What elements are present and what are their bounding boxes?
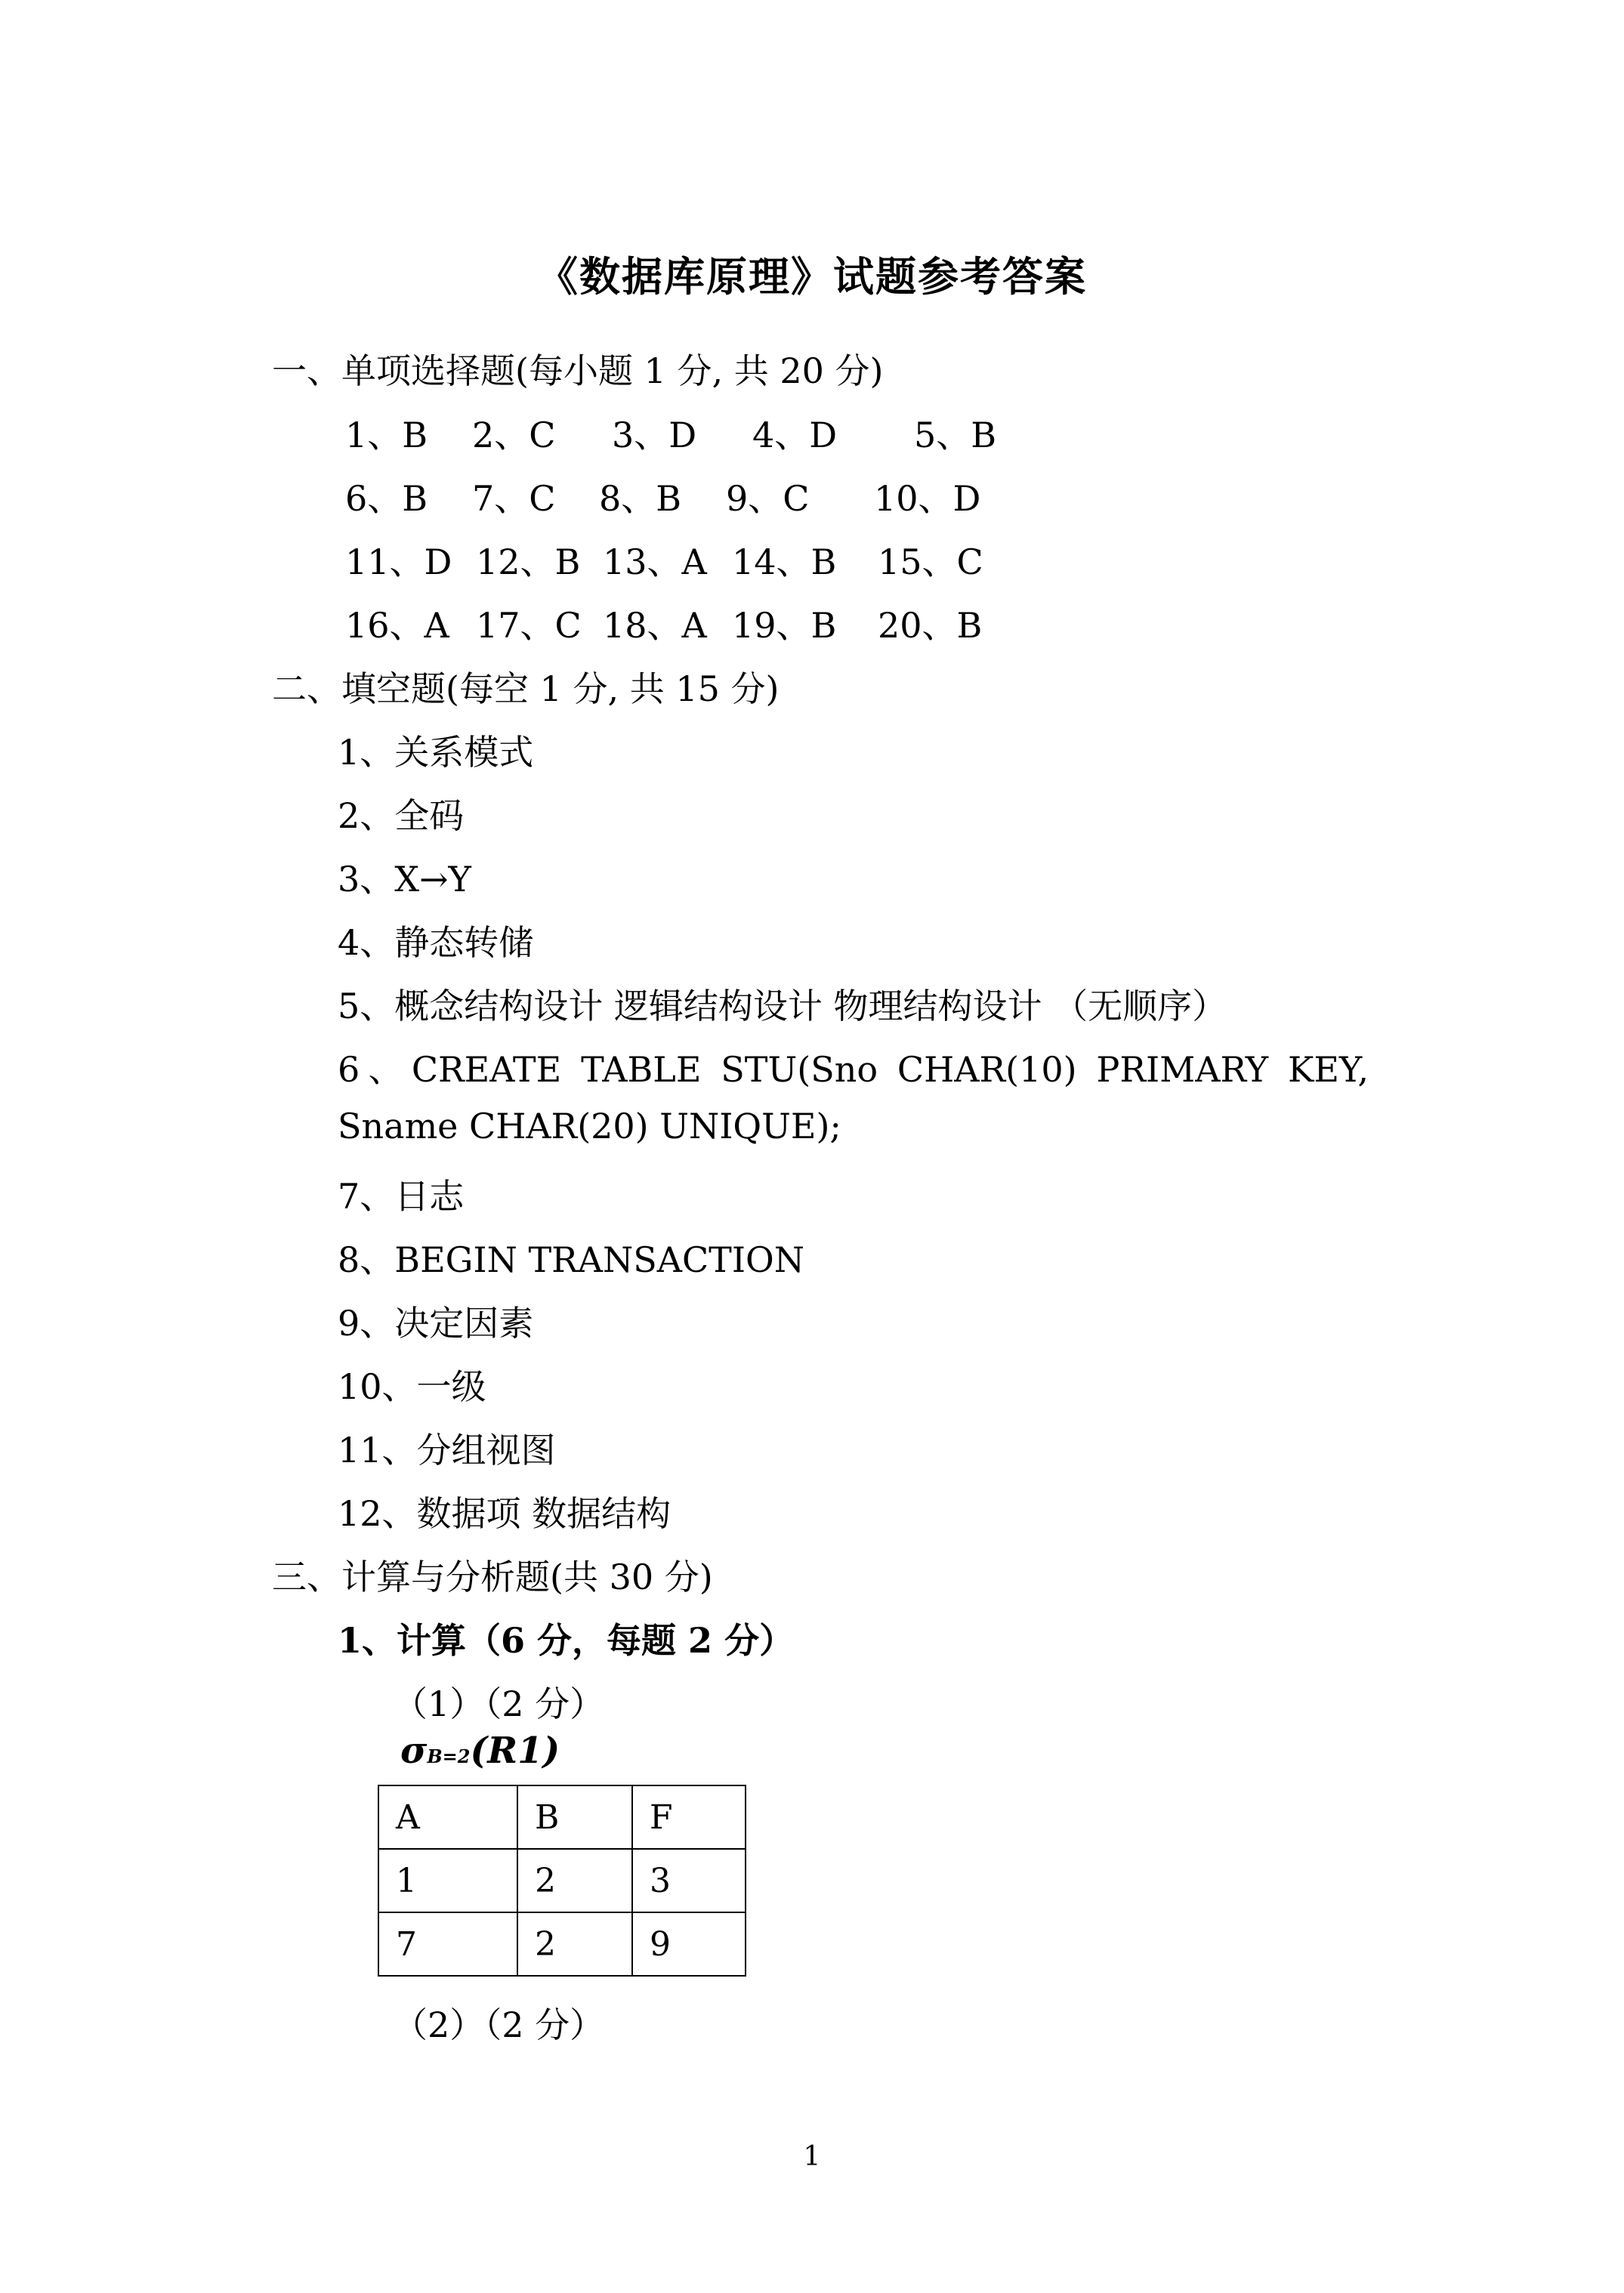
page-number: 1 bbox=[803, 2141, 821, 2172]
table-row bbox=[378, 1912, 746, 1976]
mc-answer: 4、D bbox=[752, 415, 838, 455]
mc-answer: 16、A bbox=[345, 605, 449, 646]
table-header-cell: B bbox=[517, 1785, 632, 1849]
mc-answer: 17、C bbox=[476, 605, 582, 646]
mc-answer: 7、C bbox=[472, 478, 556, 519]
table-cell: 2 bbox=[517, 1912, 632, 1976]
section1-heading: 一、单项选择题(每小题 1 分, 共 20 分) bbox=[272, 350, 884, 391]
mc-answer: 11、D bbox=[345, 542, 452, 582]
mc-answer: 8、B bbox=[599, 478, 682, 519]
mc-answer: 10、D bbox=[874, 478, 981, 519]
mc-answer: 13、A bbox=[603, 542, 707, 582]
fill-answer: 2、全码 bbox=[338, 795, 465, 836]
mc-answer: 15、C bbox=[878, 542, 983, 582]
fill-answer: 6、CREATE TABLE STU(Sno CHAR(10) PRIMARY KEY, bbox=[338, 1049, 1369, 1090]
fill-answer: 8、BEGIN TRANSACTION bbox=[338, 1239, 804, 1280]
fill-answer: 9、决定因素 bbox=[338, 1303, 534, 1344]
mc-answer: 5、B bbox=[914, 415, 997, 455]
table-cell: 7 bbox=[378, 1912, 517, 1976]
sigma-symbol: σ bbox=[400, 1730, 428, 1772]
table-cell: 2 bbox=[517, 1849, 632, 1912]
mc-answer: 9、C bbox=[726, 478, 810, 519]
mc-answer: 3、D bbox=[612, 415, 697, 455]
mc-answer: 2、C bbox=[472, 415, 556, 455]
fill-answer: 1、关系模式 bbox=[338, 732, 534, 773]
section3-heading: 三、计算与分析题(共 30 分) bbox=[272, 1557, 713, 1597]
selection-condition: B=2 bbox=[427, 1745, 471, 1767]
mc-answer: 19、B bbox=[732, 605, 837, 646]
fill-answer: 11、分组视图 bbox=[338, 1430, 556, 1471]
table-cell: 1 bbox=[378, 1849, 517, 1912]
fill-answer: 5、概念结构设计 逻辑结构设计 物理结构设计 （无顺序） bbox=[338, 986, 1227, 1026]
mc-answer: 18、A bbox=[603, 605, 707, 646]
fill-answer: 7、日志 bbox=[338, 1176, 465, 1217]
question1-heading: 1、计算（6 分，每题 2 分） bbox=[338, 1620, 795, 1661]
table-row bbox=[378, 1849, 746, 1912]
section2-heading: 二、填空题(每空 1 分, 共 15 分) bbox=[272, 668, 780, 709]
fill-answer: 3、X→Y bbox=[338, 859, 471, 900]
fill-answer-continued: Sname CHAR(20) UNIQUE); bbox=[338, 1106, 841, 1146]
table-header-row bbox=[378, 1785, 746, 1849]
mc-answer: 20、B bbox=[878, 605, 983, 646]
result-table bbox=[378, 1785, 746, 1977]
table-cell: 3 bbox=[632, 1849, 746, 1912]
table-header-cell: A bbox=[378, 1785, 517, 1849]
mc-answer: 14、B bbox=[732, 542, 837, 582]
fill-answer: 10、一级 bbox=[338, 1366, 486, 1407]
table-header-cell: F bbox=[632, 1785, 746, 1849]
mc-answer: 1、B bbox=[345, 415, 428, 455]
selection-expression bbox=[400, 1730, 560, 1772]
mc-answer: 6、B bbox=[345, 478, 428, 519]
fill-answer: 4、静态转储 bbox=[338, 922, 534, 963]
table-cell: 9 bbox=[632, 1912, 746, 1976]
relation-name: (R1) bbox=[470, 1730, 560, 1772]
document-title: 《数据库原理》试题参考答案 bbox=[537, 252, 1087, 301]
part2-label: （2）（2 分） bbox=[393, 2004, 605, 2045]
fill-answer: 12、数据项 数据结构 bbox=[338, 1493, 672, 1534]
mc-answer: 12、B bbox=[476, 542, 581, 582]
part1-label: （1）（2 分） bbox=[393, 1683, 605, 1724]
